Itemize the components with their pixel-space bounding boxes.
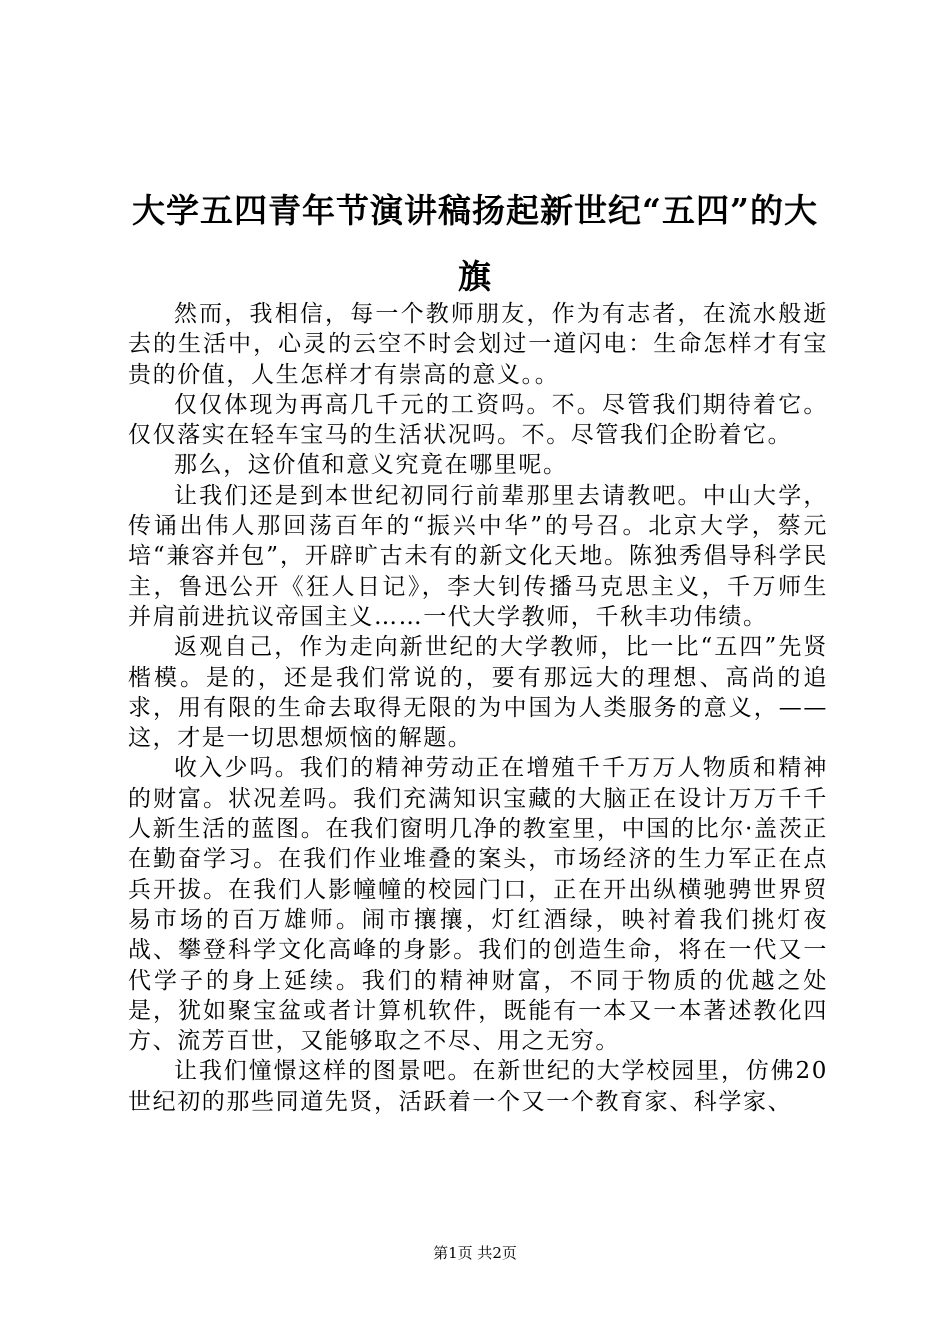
paragraph: 让我们还是到本世纪初同行前辈那里去请教吧。中山大学，传诵出伟人那回荡百年的“振兴中华”的号召。北京大学，蔡元培“兼容并包”，开辟旷古未有的新文化天地。陈独秀倡导科学民主，鲁迅公开《狂人日记》，李大钊传播马克思主义，千万师生并肩前进抗议帝国主义……一代大学教师，千秋丰功伟绩。 bbox=[128, 482, 828, 630]
paragraph: 收入少吗。我们的精神劳动正在增殖千千万万人物质和精神的财富。状况差吗。我们充满知识宝藏的大脑正在设计万万千千人新生活的蓝图。在我们窗明几净的教室里，中国的比尔·盖茨正在勤奋学习。在我们作业堆叠的案头，市场经济的生力军正在点兵开拔。在我们人影幢幢的校园门口，正在开出纵横驰骋世界贸易市场的百万雄师。闹市攘攘，灯红酒绿，映衬着我们挑灯夜战、攀登科学文化高峰的身影。我们的创造生命，将在一代又一代学子的身上延续。我们的精神财富，不同于物质的优越之处是，犹如聚宝盆或者计算机软件，既能有一本又一本著述教化四方、流芳百世，又能够取之不尽、用之无穷。 bbox=[128, 755, 828, 1055]
paragraph: 仅仅体现为再高几千元的工资吗。不。尽管我们期待着它。仅仅落实在轻车宝马的生活状况吗。不。尽管我们企盼着它。 bbox=[128, 391, 828, 449]
paragraph: 返观自己，作为走向新世纪的大学教师，比一比“五四”先贤楷模。是的，还是我们常说的，要有那远大的理想、高尚的追求，用有限的生命去取得无限的为中国为人类服务的意义，——这，才是一切思想烦恼的解题。 bbox=[128, 634, 828, 752]
document-body bbox=[128, 299, 828, 1117]
paragraph: 让我们憧憬这样的图景吧。在新世纪的大学校园里，仿佛20世纪初的那些同道先贤，活跃着一个又一个教育家、科学家、 bbox=[128, 1058, 828, 1115]
paragraph: 然而，我相信，每一个教师朋友，作为有志者，在流水般逝去的生活中，心灵的云空不时会划过一道闪电：生命怎样才有宝贵的价值，人生怎样才有崇高的意义。。 bbox=[128, 301, 828, 388]
page-footer: 第1页 共2页 bbox=[433, 1244, 517, 1262]
paragraph: 那么，这价值和意义究竟在哪里呢。 bbox=[174, 452, 568, 479]
document-title: 大学五四青年节演讲稿扬起新世纪“五四”的大旗 bbox=[132, 191, 818, 296]
